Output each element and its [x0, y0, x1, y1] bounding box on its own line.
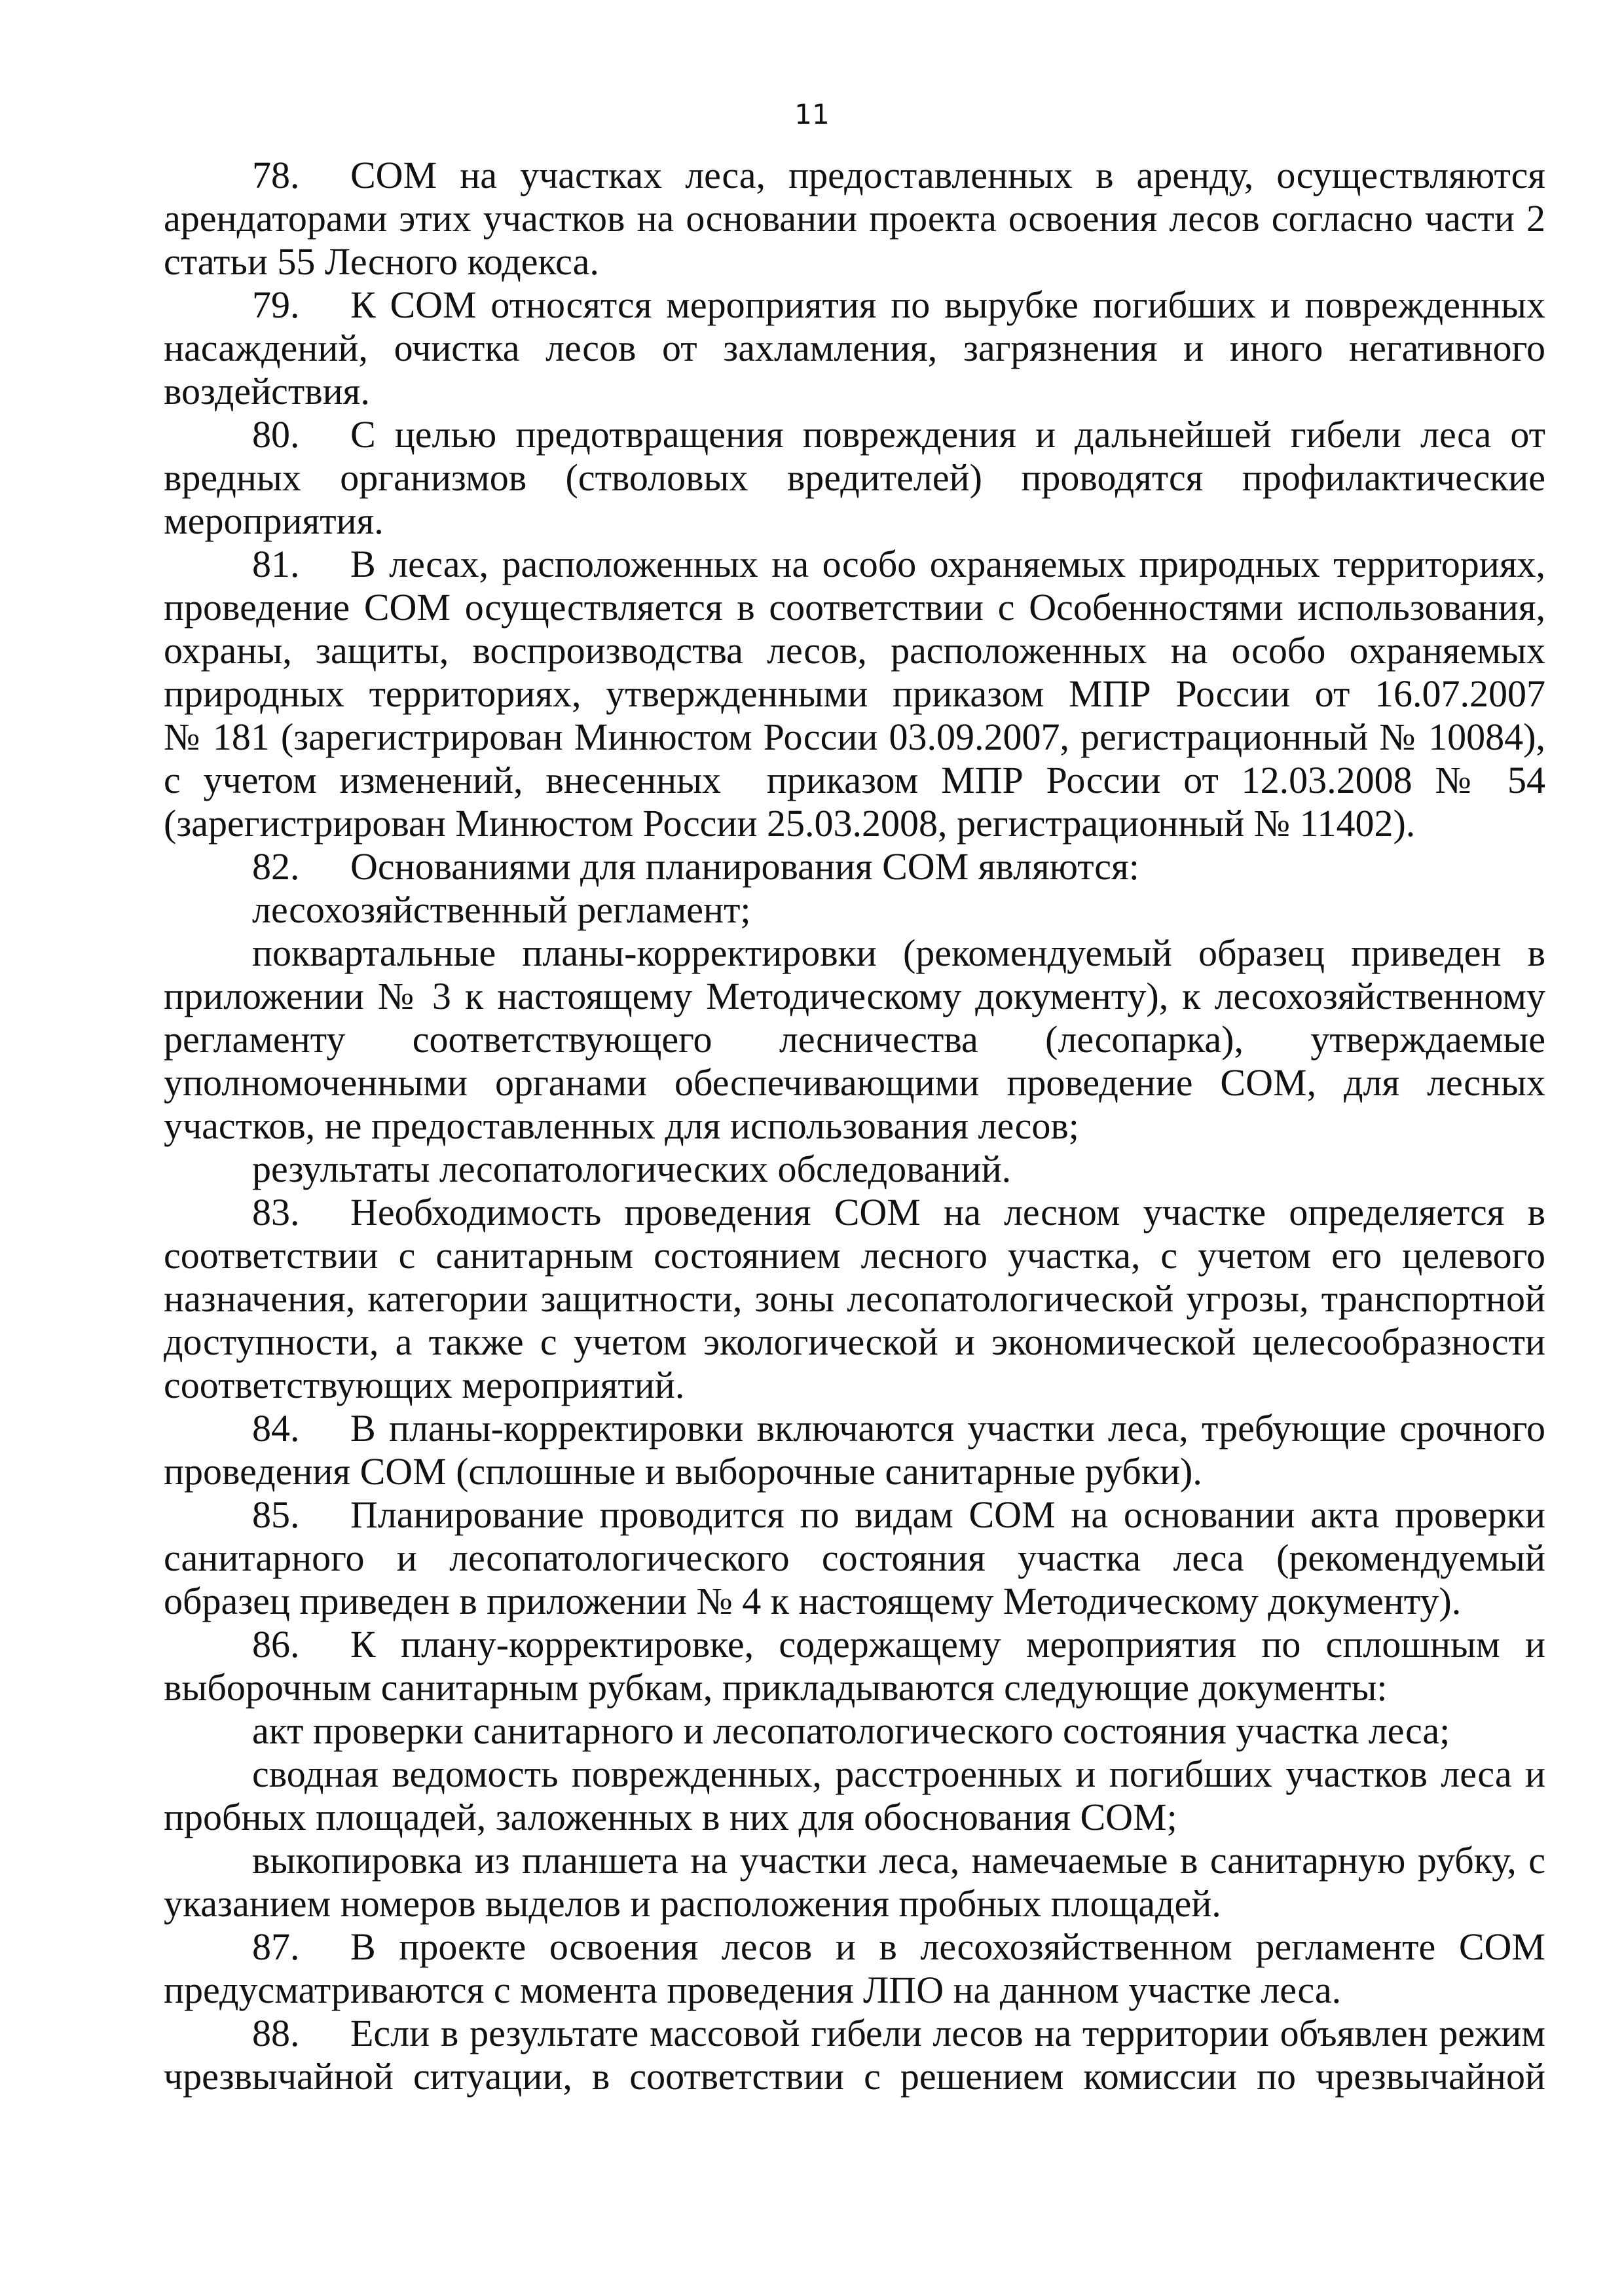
text-line: предусматриваются с момента проведения ЛПО на данном участке леса.: [164, 1969, 1342, 2011]
item-number: 86.: [252, 1623, 300, 1666]
item-number: 82.: [252, 845, 300, 888]
item-number: 84.: [252, 1407, 300, 1449]
text-line: СОМ на участках леса, предоставленных в аренду, осуществляются: [350, 154, 1545, 196]
text-line: регламенту соответствующего лесничества (лесопарка), утверждаемые: [164, 1018, 1545, 1061]
text-line: лесохозяйственный регламент;: [252, 888, 751, 931]
item-number: 88.: [252, 2012, 300, 2054]
text-line: чрезвычайной ситуации, в соответствии с решением комиссии по чрезвычайной: [164, 2055, 1545, 2098]
item-number: 80.: [252, 413, 300, 456]
text-line: Необходимость проведения СОМ на лесном участке определяется в: [350, 1191, 1545, 1233]
text-line: К СОМ относятся мероприятия по вырубке погибших и поврежденных: [350, 283, 1545, 326]
item-number: 79.: [252, 283, 300, 326]
text-line: (зарегистрирован Минюстом России 25.03.2008, регистрационный № 11402).: [164, 802, 1416, 845]
text-line: выкопировка из планшета на участки леса, намечаемые в санитарную рубку, с: [252, 1839, 1545, 1882]
item-number: 81.: [252, 543, 300, 585]
text-line: пробных площадей, заложенных в них для обоснования СОМ;: [164, 1796, 1177, 1838]
text-line: сводная ведомость поврежденных, расстроенных и погибших участков леса и: [252, 1753, 1545, 1795]
text-line: мероприятия.: [164, 500, 384, 542]
text-line: проведения СОМ (сплошные и выборочные санитарные рубки).: [164, 1450, 1202, 1493]
text-line: В лесах, расположенных на особо охраняемых природных территориях,: [350, 543, 1545, 585]
text-line: В планы-корректировки включаются участки леса, требующие срочного: [350, 1407, 1545, 1449]
text-line: участков, не предоставленных для использования лесов;: [164, 1104, 1079, 1147]
text-line: В проекте освоения лесов и в лесохозяйственном регламенте СОМ: [350, 1925, 1545, 1968]
text-line: указанием номеров выделов и расположения пробных площадей.: [164, 1882, 1221, 1925]
text-line: статьи 55 Лесного кодекса.: [164, 240, 599, 283]
text-line: проведение СОМ осуществляется в соответствии с Особенностями использования,: [164, 586, 1545, 629]
text-line: образец приведен в приложении № 4 к настоящему Методическому документу).: [164, 1580, 1462, 1622]
text-line: уполномоченными органами обеспечивающими проведение СОМ, для лесных: [164, 1061, 1545, 1104]
text-line: арендаторами этих участков на основании проекта освоения лесов согласно части 2: [164, 197, 1545, 240]
text-line: насаждений, очистка лесов от захламления, загрязнения и иного негативного: [164, 327, 1545, 369]
text-line: санитарного и лесопатологического состояния участка леса (рекомендуемый: [164, 1537, 1545, 1579]
text-line: акт проверки санитарного и лесопатологического состояния участка леса;: [252, 1709, 1450, 1752]
text-line: поквартальные планы-корректировки (рекомендуемый образец приведен в: [252, 932, 1545, 974]
text-line: Планирование проводится по видам СОМ на основании акта проверки: [350, 1493, 1545, 1536]
text-line: приложении № 3 к настоящему Методическому документу), к лесохозяйственному: [164, 975, 1545, 1017]
item-number: 87.: [252, 1925, 300, 1968]
item-number: 83.: [252, 1191, 300, 1233]
text-line: охраны, защиты, воспроизводства лесов, расположенных на особо охраняемых: [164, 629, 1545, 672]
item-number: 85.: [252, 1493, 300, 1536]
text-line: воздействия.: [164, 370, 370, 412]
text-line: К плану-корректировке, содержащему мероприятия по сплошным и: [350, 1623, 1545, 1666]
text-line: доступности, а также с учетом экологической и экономической целесообразности: [164, 1321, 1545, 1363]
text-line: с учетом изменений, внесенных приказом МПР России от 12.03.2008 № 54: [164, 759, 1545, 801]
text-line: Если в результате массовой гибели лесов на территории объявлен режим: [350, 2012, 1545, 2054]
text-line: результаты лесопатологических обследований.: [252, 1148, 1012, 1190]
text-line: соответствующих мероприятий.: [164, 1364, 685, 1406]
item-number: 78.: [252, 154, 300, 196]
text-line: выборочным санитарным рубкам, прикладываются следующие документы:: [164, 1666, 1388, 1709]
text-line: назначения, категории защитности, зоны лесопатологической угрозы, транспортной: [164, 1277, 1545, 1320]
text-line: № 181 (зарегистрирован Минюстом России 03.09.2007, регистрационный № 10084),: [164, 716, 1545, 758]
text-line: С целью предотвращения повреждения и дальнейшей гибели леса от: [350, 413, 1545, 456]
text-line: Основаниями для планирования СОМ являются:: [350, 845, 1139, 888]
text-line: соответствии с санитарным состоянием лесного участка, с учетом его целевого: [164, 1234, 1545, 1277]
text-line: природных территориях, утвержденными приказом МПР России от 16.07.2007: [164, 672, 1545, 715]
text-line: вредных организмов (стволовых вредителей) проводятся профилактические: [164, 456, 1545, 499]
page-number: 11: [794, 98, 830, 130]
